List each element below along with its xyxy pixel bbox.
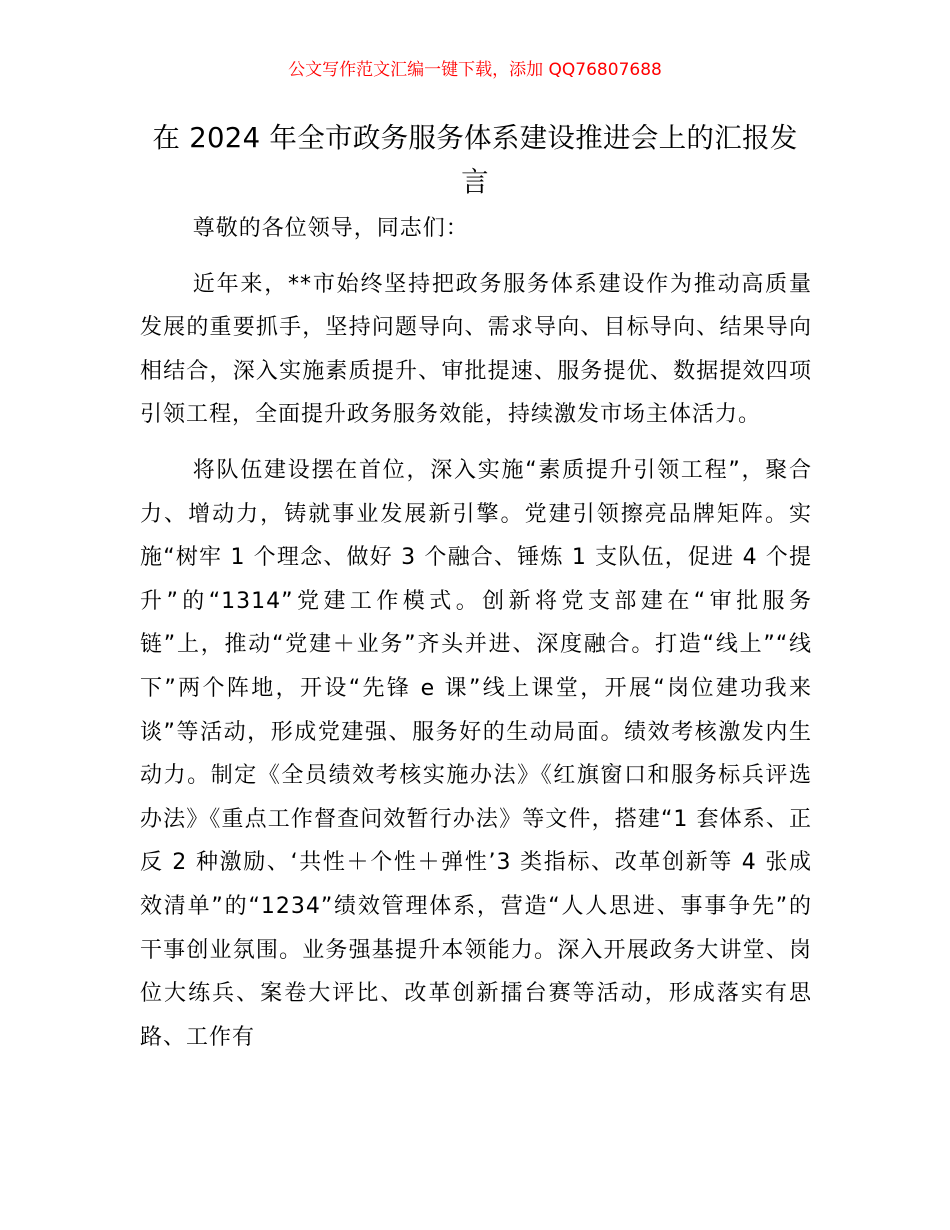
team-building-paragraph: 将队伍建设摆在首位，深入实施“素质提升引领工程”，聚合力、增动力，铸就事业发展新引擎。党建引领擦亮品牌矩阵。实施“树牢 1 个理念、做好 3 个融合、锤炼 1 支队伍，促进 4 个提升”的“1314”党建工作模式。创新将党支部建在“审批服务链”上，推动“党建＋业务”齐头并进、深度融合。打造“线上”“线下”两个阵地，开设“先锋 e 课”线上课堂，开展“岗位建功我来谈”等活动，形成党建强、服务好的生动局面。绩效考核激发内生动力。制定《全员绩效考核实施办法》《红旗窗口和服务标兵评选办法》《重点工作督查问效暂行办法》等文件，搭建“1 套体系、正反 2 种激励、‘共性＋个性＋弹性’3 类指标、改革创新等 4 张成效清单”的“1234”绩效管理体系，营造“人人思进、事事争先”的干事创业氛围。业务强基提升本领能力。深入开展政务大讲堂、岗位大练兵、案卷大评比、改革创新擂台赛等活动，形成落实有思路、工作有 — [140, 457, 812, 1050]
intro-paragraph: 近年来，**市始终坚持把政务服务体系建设作为推动高质量发展的重要抓手，坚持问题导向、需求导向、目标导向、结果导向相结合，深入实施素质提升、审批提速、服务提优、数据提效四项引领工程，全面提升政务服务效能，持续激发市场主体活力。 — [140, 271, 812, 428]
salutation-paragraph: 尊敬的各位领导，同志们： — [192, 216, 469, 241]
document-body — [140, 207, 812, 1059]
document-title: 在 2024 年全市政务服务体系建设推进会上的汇报发言 — [152, 122, 798, 198]
promo-header: 公文写作范文汇编一键下载，添加 QQ76807688 — [288, 60, 662, 80]
